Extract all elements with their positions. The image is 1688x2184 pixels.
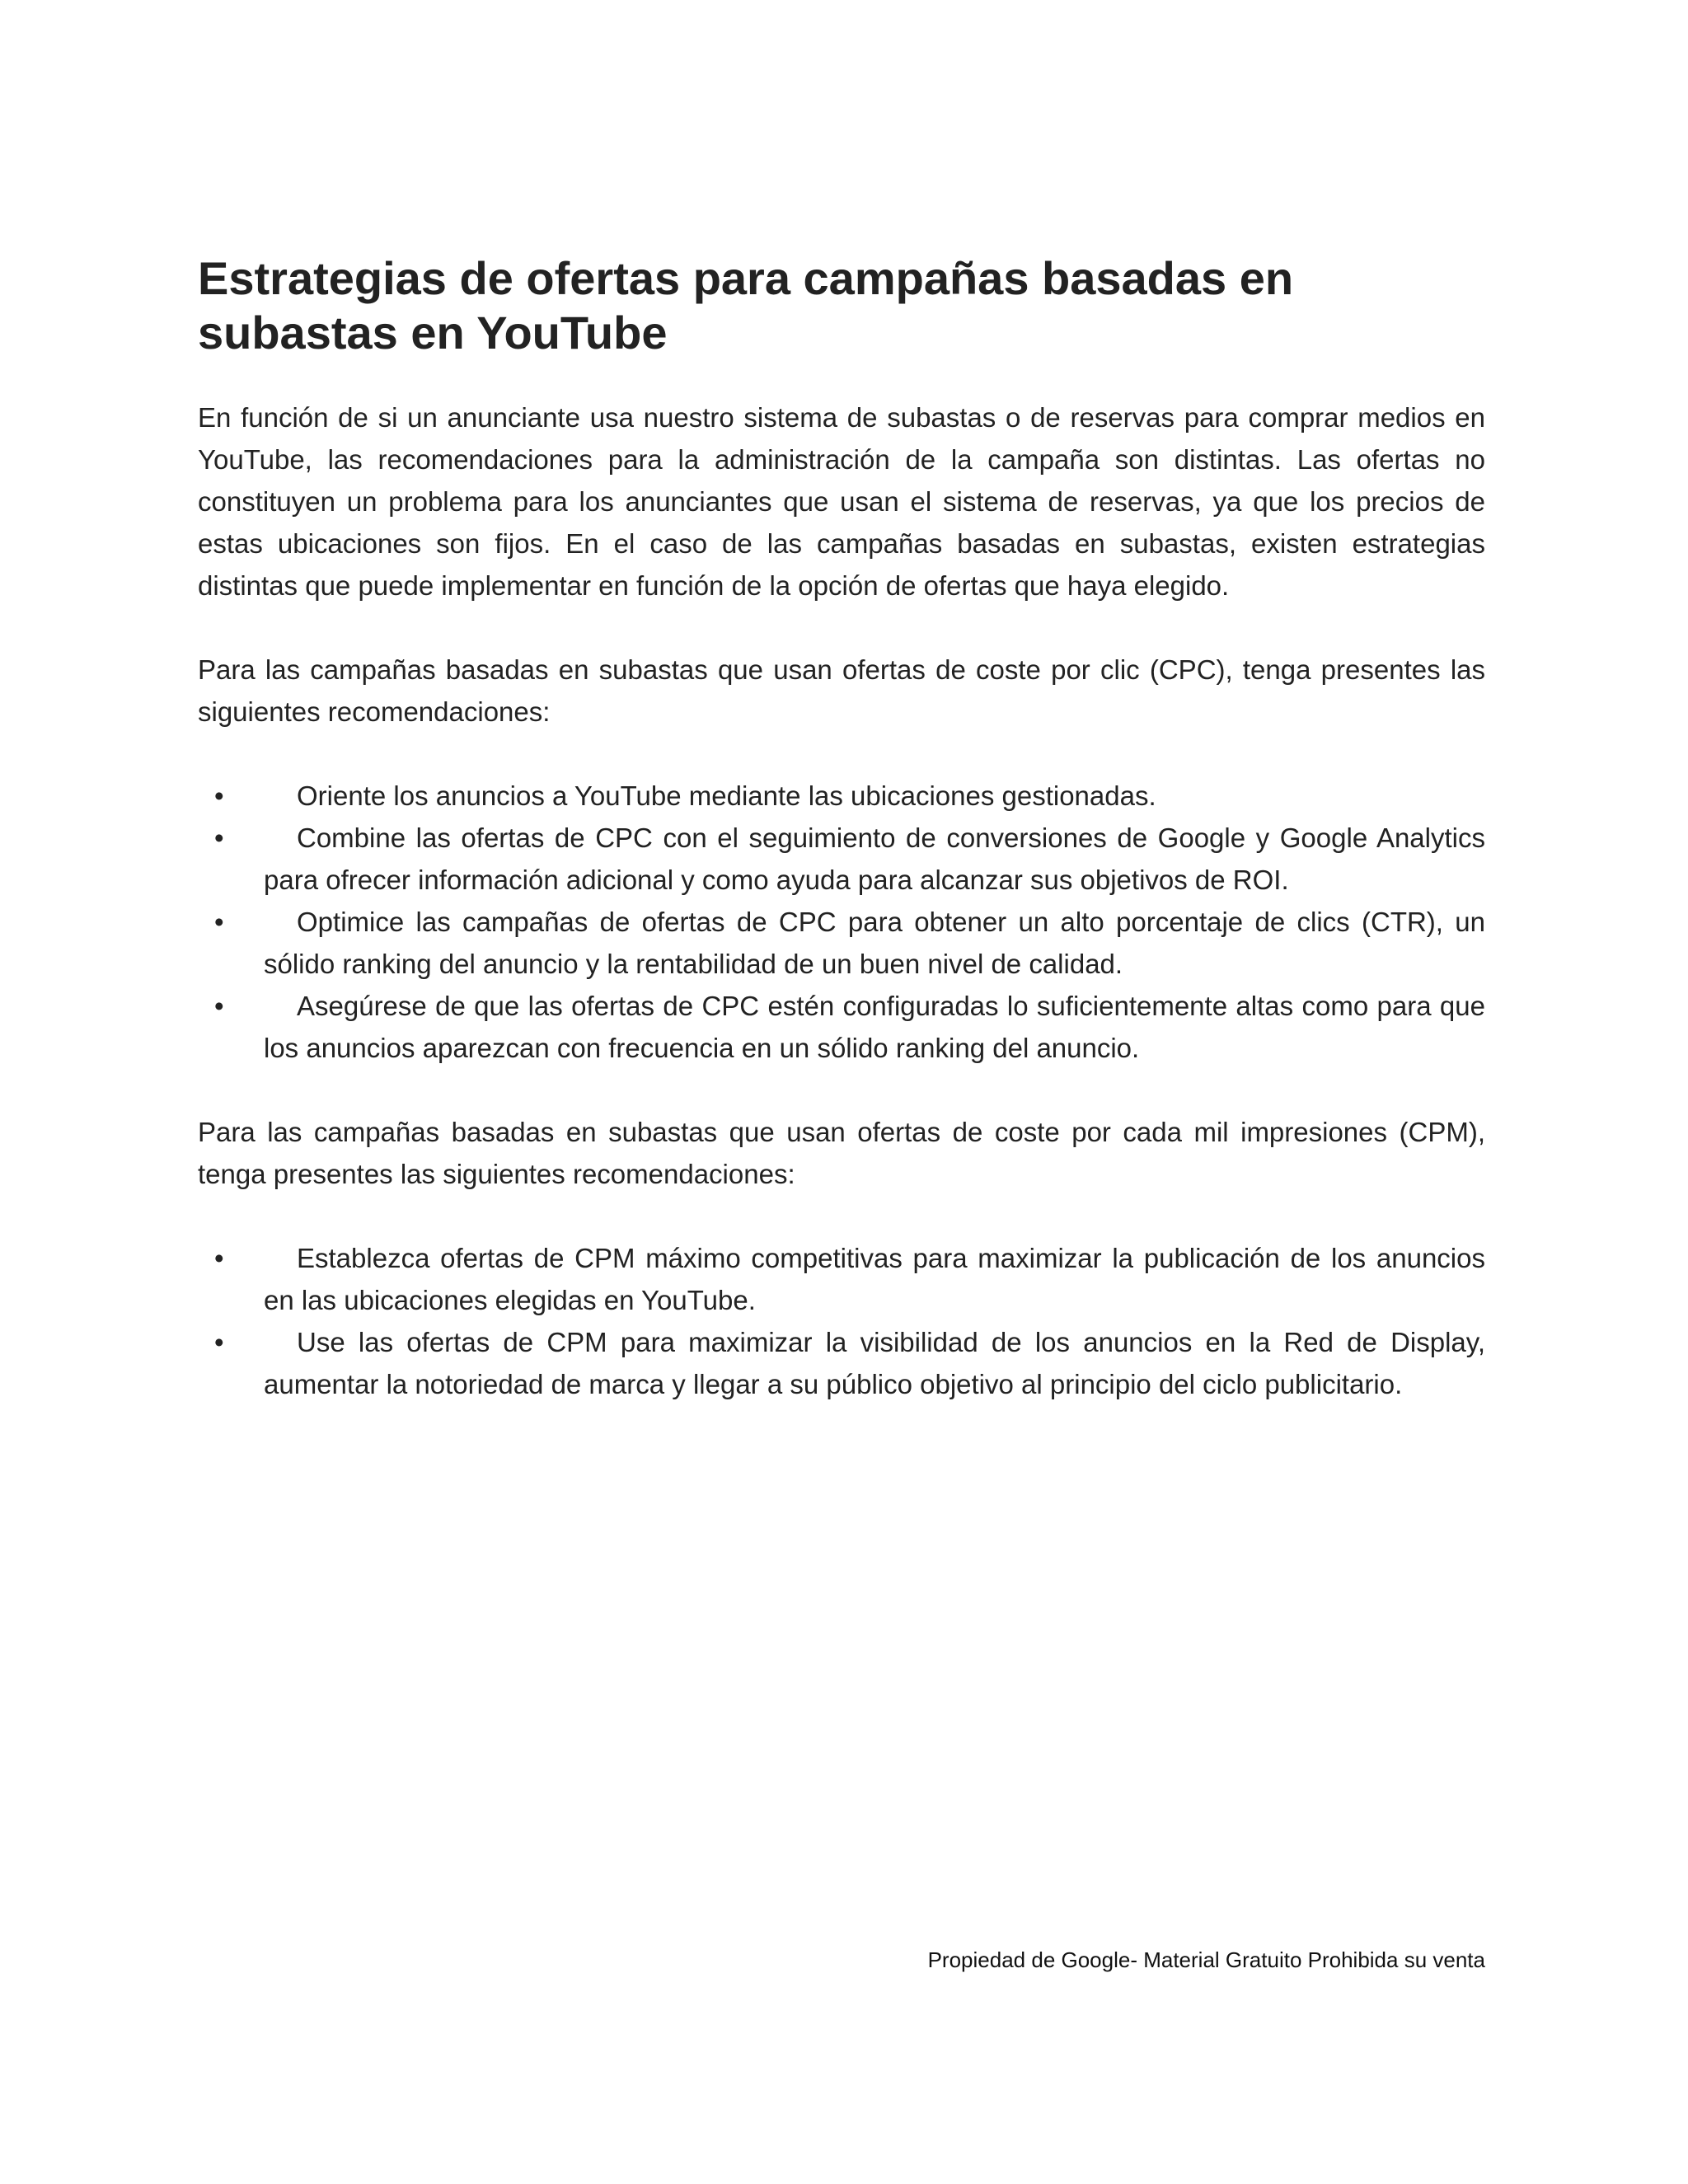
list-item-text: Oriente los anuncios a YouTube mediante las ubicaciones gestionadas. [297, 780, 1156, 811]
list-item [198, 817, 1485, 901]
cpc-recommendations-list [198, 775, 1485, 1069]
intro-paragraph: En función de si un anunciante usa nuestro sistema de subastas o de reservas para comprar medios en YouTube, las recomendaciones para la administración de la campaña son distintas. Las ofertas no constituyen un problema para los anunciantes que usan el sistema de reservas, ya que los precios de estas ubicaciones son fijos. En el caso de las campañas basadas en subastas, existen estrategias distintas que puede implementar en función de la opción de ofertas que haya elegido. [198, 402, 1485, 601]
bullet-icon: • [214, 780, 224, 811]
document-page [198, 251, 1485, 1405]
bullet-icon: • [214, 907, 224, 937]
bullet-icon: • [214, 991, 224, 1021]
list-item [198, 901, 1485, 985]
list-item [198, 775, 1485, 817]
list-item [198, 985, 1485, 1069]
list-item [198, 1321, 1485, 1405]
list-item-text: Establezca ofertas de CPM máximo competitivas para maximizar la publicación de los anuncios en las ubicaciones elegidas en YouTube. [264, 1243, 1485, 1315]
bullet-icon: • [214, 823, 224, 853]
list-item [198, 1237, 1485, 1321]
bullet-icon: • [214, 1243, 224, 1273]
list-item-text: Optimice las campañas de ofertas de CPC para obtener un alto porcentaje de clics (CTR), un sólido ranking del anuncio y la rentabilidad de un buen nivel de calidad. [264, 907, 1485, 979]
cpc-intro-paragraph: Para las campañas basadas en subastas que usan ofertas de coste por clic (CPC), tenga presentes las siguientes recomendaciones: [198, 654, 1485, 727]
list-item-text: Combine las ofertas de CPC con el seguimiento de conversiones de Google y Google Analytics para ofrecer información adicional y como ayuda para alcanzar sus objetivos de ROI. [264, 823, 1485, 895]
page-footer: Propiedad de Google- Material Gratuito Prohibida su venta [927, 1947, 1485, 1972]
page-title: Estrategias de ofertas para campañas basadas en subastas en YouTube [198, 252, 1294, 359]
cpm-recommendations-list [198, 1237, 1485, 1405]
list-item-text: Use las ofertas de CPM para maximizar la visibilidad de los anuncios en la Red de Display, aumentar la notoriedad de marca y llegar a su público objetivo al principio del ciclo publicitario. [264, 1327, 1485, 1399]
cpm-intro-paragraph: Para las campañas basadas en subastas que usan ofertas de coste por cada mil impresiones (CPM), tenga presentes las siguientes recomendaciones: [198, 1117, 1485, 1189]
bullet-icon: • [214, 1327, 224, 1357]
list-item-text: Asegúrese de que las ofertas de CPC estén configuradas lo suficientemente altas como para que los anuncios aparezcan con frecuencia en un sólido ranking del anuncio. [264, 991, 1485, 1063]
